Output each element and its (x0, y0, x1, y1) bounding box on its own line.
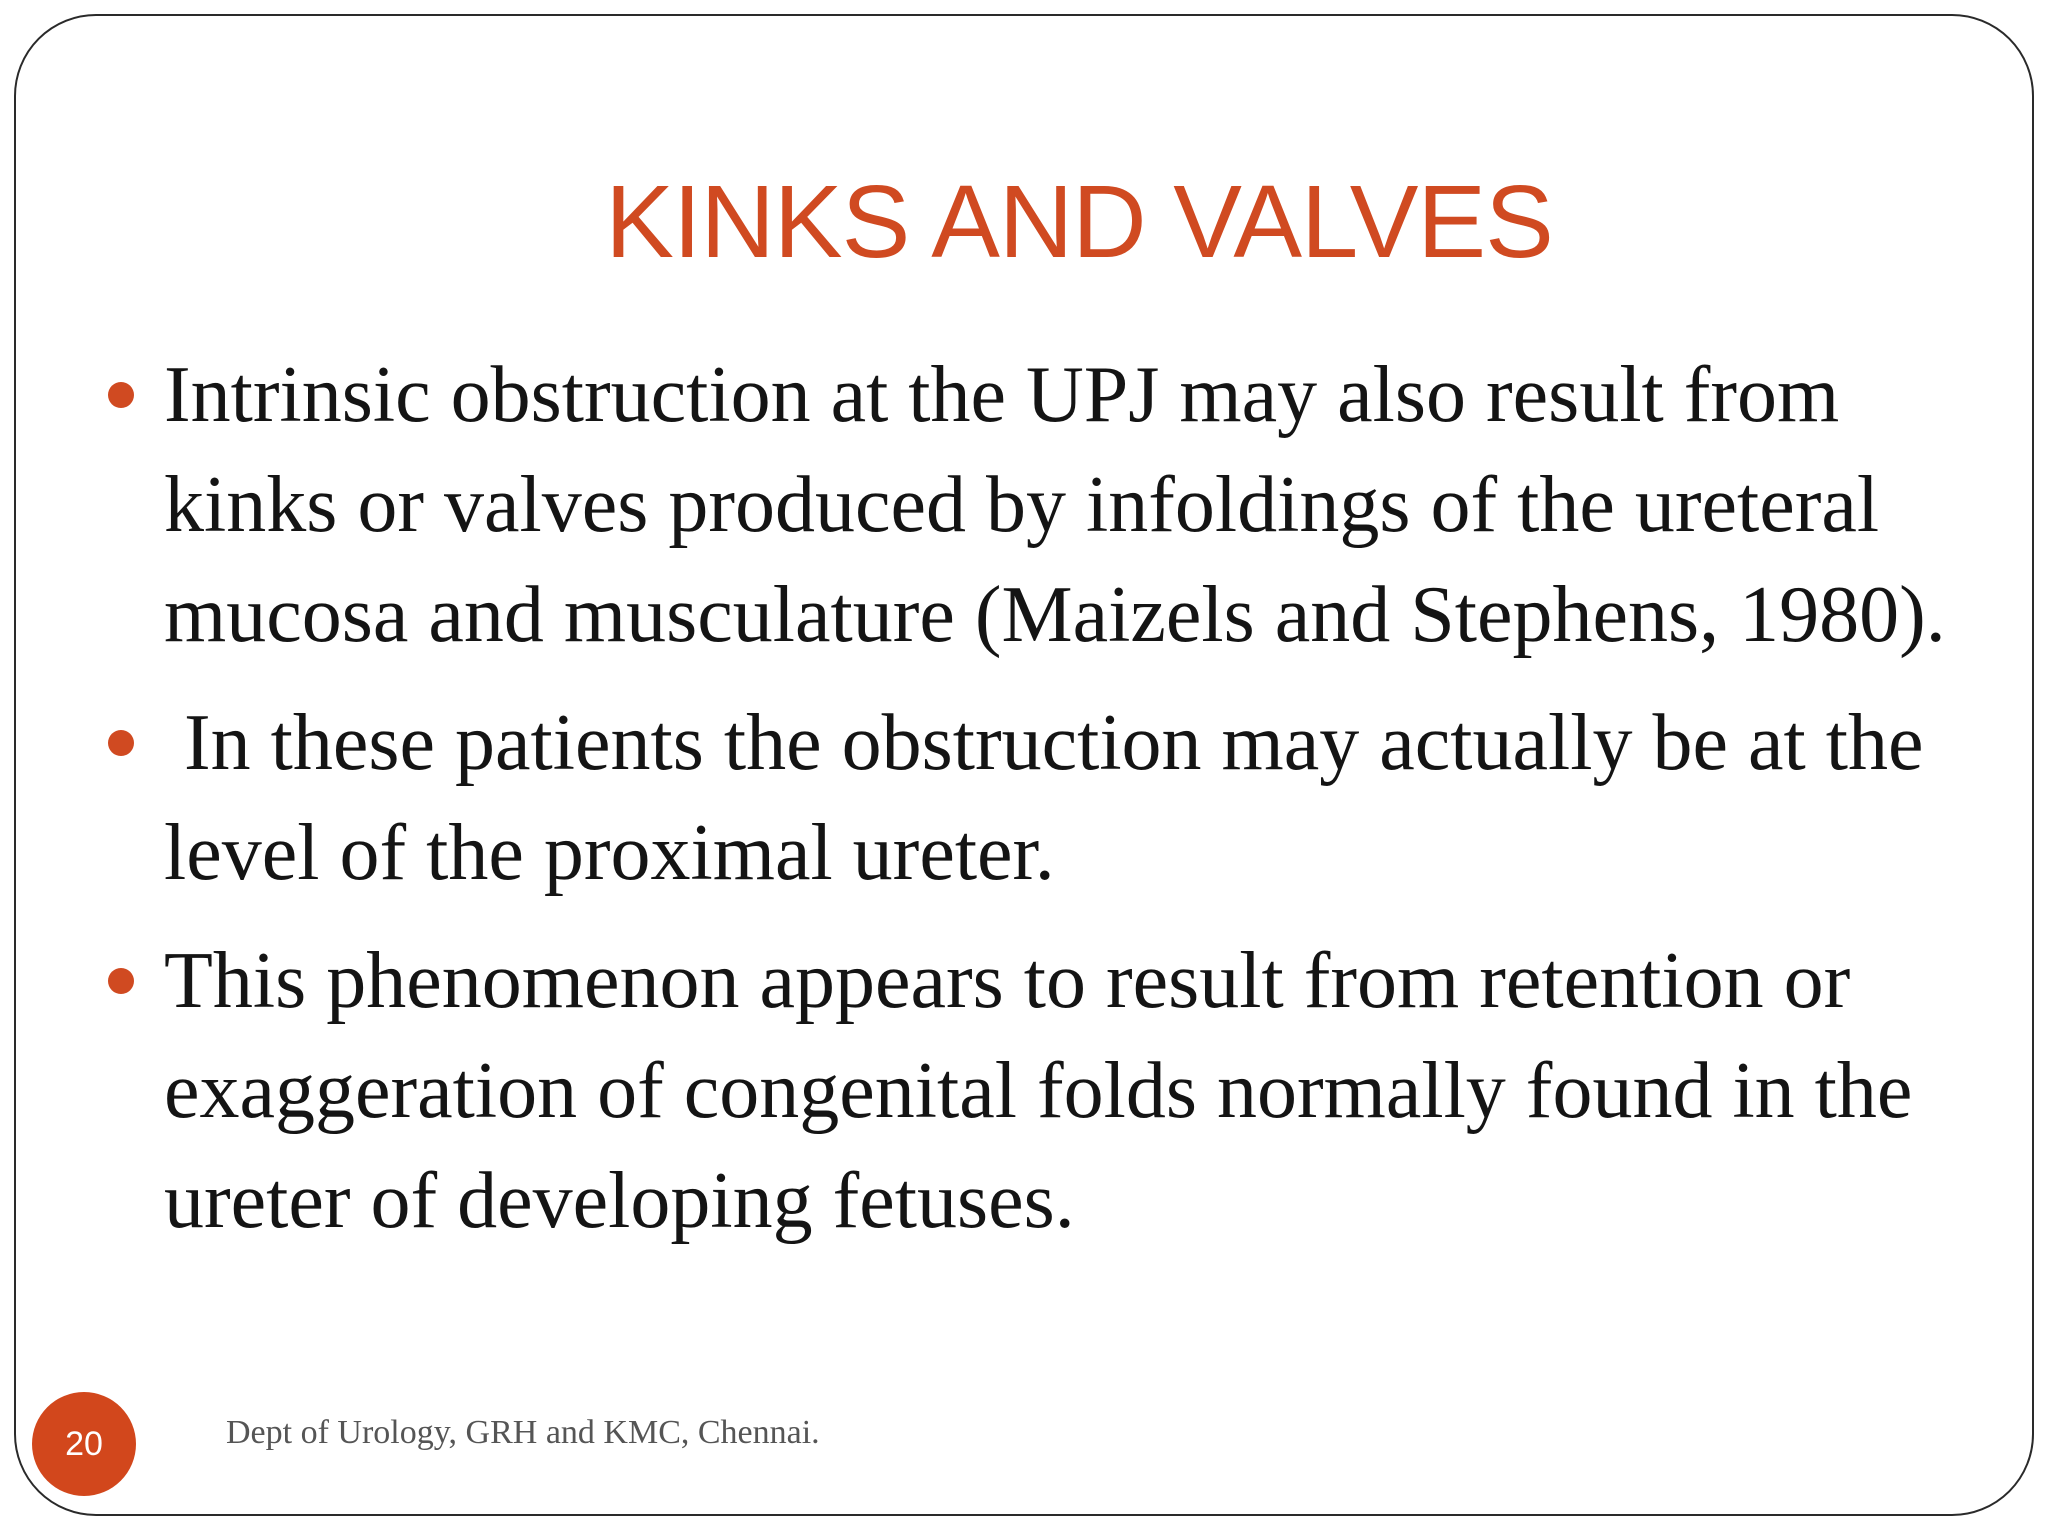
bullet-item (102, 926, 2002, 1256)
bullet-dot-icon (108, 730, 134, 756)
footer-text: Dept of Urology, GRH and KMC, Chennai. (226, 1414, 820, 1451)
bullet-dot-icon (108, 382, 134, 408)
bullet-dot-icon (108, 968, 134, 994)
bullet-text: In these patients the obstruction may actually be at the level of the proximal ureter. (164, 699, 1944, 897)
bullet-text: Intrinsic obstruction at the UPJ may also result from kinks or valves produced by infoldings of the ureteral mucosa and musculature (Maizels and Stephens, 1980). (164, 351, 1946, 659)
page-number-badge: 20 (32, 1392, 136, 1496)
bullet-text: This phenomenon appears to result from retention or exaggeration of congenital folds normally found in the ureter of developing fetuses. (164, 937, 1913, 1245)
bullet-item (102, 340, 2002, 670)
bullet-list (102, 340, 2002, 1274)
bullet-item (102, 688, 2002, 908)
slide-title: KINKS AND VALVES (605, 164, 1553, 279)
